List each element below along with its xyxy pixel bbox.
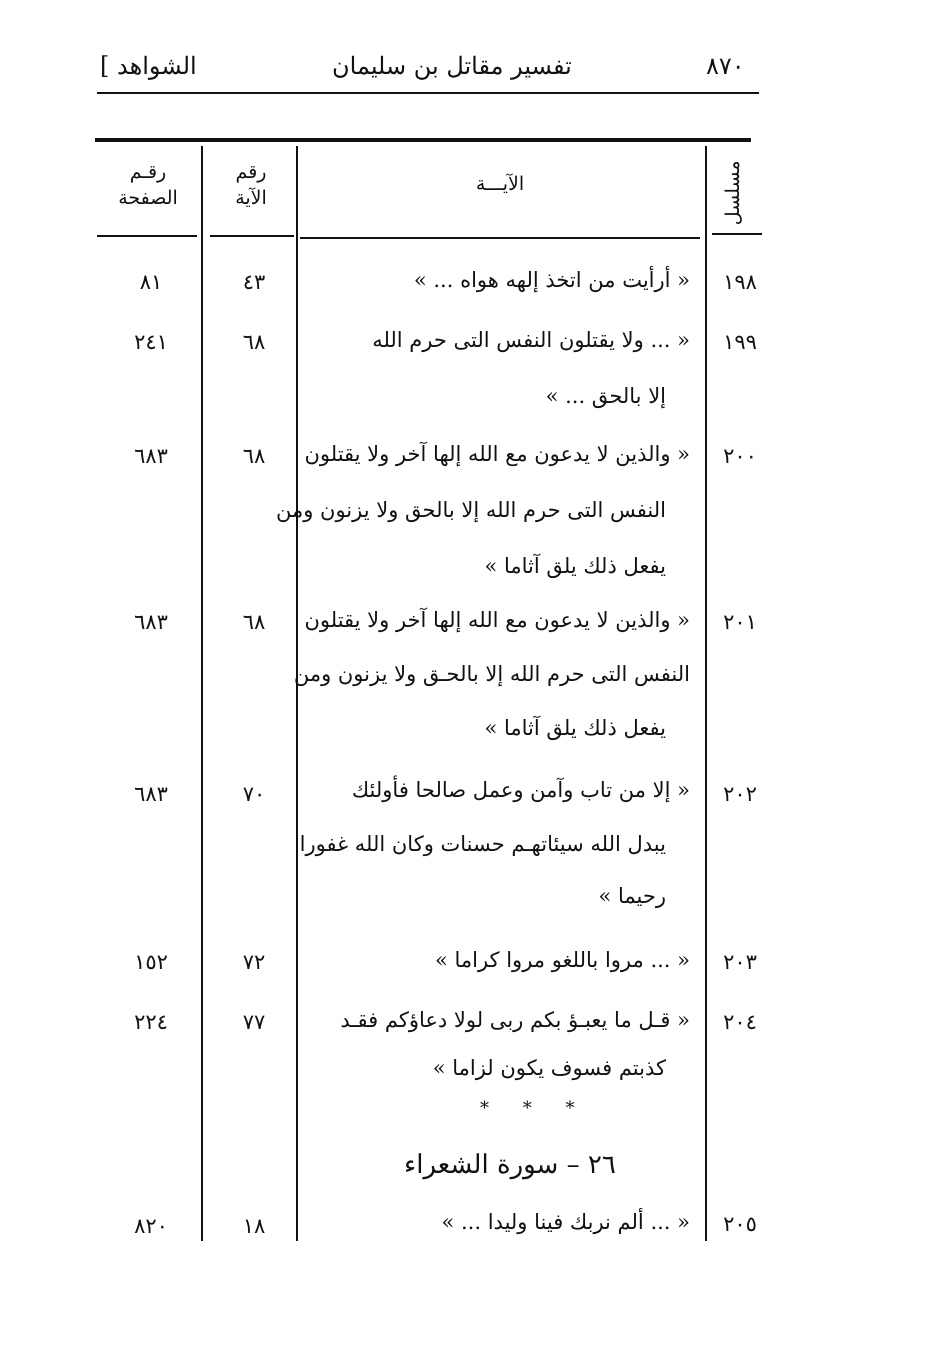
separator-stars: * * * [480,1098,589,1119]
verse-line: رحيما » [598,884,666,908]
column-rule-serial [705,146,707,1241]
serial-cell: ٢٠٣ [723,950,757,974]
verse-line: « أرأيت من اتخذ إلهه هواه ... » [413,268,690,292]
verse-line: « ... ألم نربك فينا وليدا ... » [441,1210,690,1234]
header-bottom-rule-4 [712,233,762,235]
verse-number-cell: ٧٧ [242,1010,266,1034]
verse-line: يفعل ذلك يلق آثاما » [484,716,666,740]
verse-number-cell: ٦٨ [242,610,266,634]
verse-line: إلا بالحق ... » [545,384,666,408]
verse-number-cell: ١٨ [242,1214,266,1238]
page-cell: ٨٢٠ [134,1214,168,1238]
verse-line: كذبتم فسوف يكون لزاما » [432,1056,666,1080]
verse-number-cell: ٦٨ [242,330,266,354]
serial-cell: ١٩٨ [723,270,757,294]
verse-line: « والذين لا يدعون مع الله إلها آخر ولا يقتلون [304,442,690,466]
serial-cell: ١٩٩ [723,330,757,354]
page-cell: ٨١ [139,270,163,294]
page-cell: ١٥٢ [134,950,168,974]
section-title: [ الشواهد [100,52,197,80]
serial-cell: ٢٠١ [723,610,757,634]
page-cell: ٢٤١ [134,330,168,354]
column-header-verse: الآيـــة [475,173,525,195]
surah-heading: ٢٦ – سورة الشعراء [404,1150,616,1180]
verse-line: يبدل الله سيئاتهـم حسنات وكان الله غفورا [299,832,666,856]
page-cell: ٦٨٣ [134,610,168,634]
page-cell: ٢٢٤ [134,1010,168,1034]
table-top-rule [95,138,751,142]
serial-cell: ٢٠٤ [723,1010,757,1034]
verse-number-cell: ٤٣ [242,270,266,294]
book-title: تفسير مقاتل بن سليمان [332,52,572,80]
verse-number-cell: ٧٠ [242,782,266,806]
column-header-serial: مسلسل [722,160,745,226]
page-number: ٨٧٠ [706,52,745,80]
verse-line: النفس التى حرم الله إلا بالحـق ولا يزنون ومن [293,662,690,686]
column-header-verse-number: رقم الآية [235,161,267,209]
page-cell: ٦٨٣ [134,782,168,806]
verse-line: « ... ولا يقتلون النفس التى حرم الله [372,328,690,352]
verse-number-cell: ٧٢ [242,950,266,974]
column-rule-page [201,146,203,1241]
column-rule-verse-number [296,146,298,1241]
header-bottom-rule-2 [210,235,294,237]
verse-line: يفعل ذلك يلق آثاما » [484,554,666,578]
page-cell: ٦٨٣ [134,444,168,468]
verse-line: « إلا من تاب وآمن وعمل صالحا فأولئك [351,778,690,802]
header-underline [97,92,759,94]
header-bottom-rule-3 [300,237,700,239]
verse-number-cell: ٦٨ [242,444,266,468]
serial-cell: ٢٠٢ [723,782,757,806]
verse-line: النفس التى حرم الله إلا بالحق ولا يزنون ومن [275,498,666,522]
serial-cell: ٢٠٠ [723,444,757,468]
header-bottom-rule-1 [97,235,197,237]
column-header-page-number: رقـم الصفحة [118,161,178,209]
verse-line: « قـل ما يعبـؤ بكم ربى لولا دعاؤكم فقـد [340,1008,690,1032]
verse-line: « ... مروا باللغو مروا كراما » [434,948,690,972]
verse-line: « والذين لا يدعون مع الله إلها آخر ولا يقتلون [304,608,690,632]
serial-cell: ٢٠٥ [723,1212,757,1236]
